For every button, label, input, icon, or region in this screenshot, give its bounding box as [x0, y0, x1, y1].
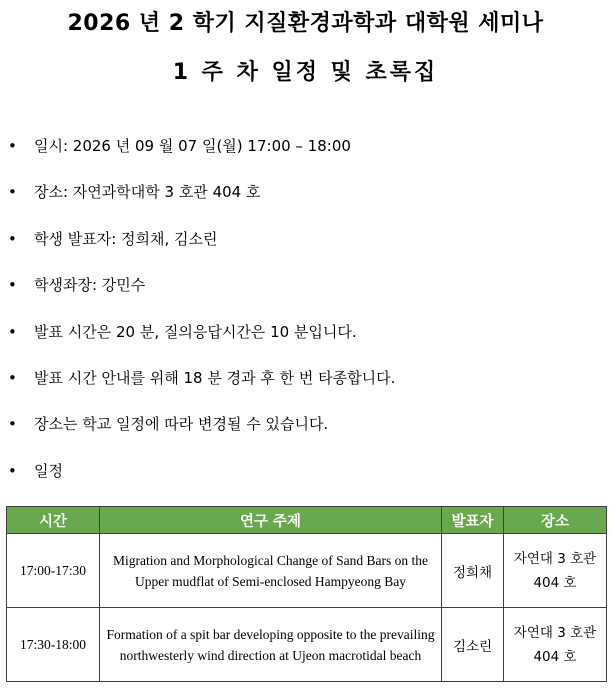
bullet-text: 발표 시간은 20 분, 질의응답시간은 10 분입니다.: [34, 322, 357, 341]
schedule-table: [6, 506, 607, 682]
column-header-place: 장소: [504, 507, 607, 534]
table-row: [7, 608, 607, 682]
bullet-icon: •: [8, 229, 17, 248]
column-header-presenter: 발표자: [442, 507, 504, 534]
info-bullet-list: [0, 135, 611, 506]
bullet-item-location: [0, 181, 611, 227]
place-building: 자연대 3 호관: [513, 550, 597, 567]
cell-topic: Formation of a spit bar developing opposite to the prevailing northwesterly wind direction at Ujeon macrotidal beach: [100, 608, 442, 682]
document-subtitle: 1 주 차 일정 및 초록집: [172, 60, 439, 85]
bullet-item-chair: [0, 274, 611, 320]
bullet-icon: •: [8, 415, 17, 434]
bullet-icon: •: [8, 276, 17, 295]
bullet-item-bell: [0, 367, 611, 413]
cell-presenter: 정희채: [442, 534, 504, 608]
bullet-icon: •: [8, 183, 17, 202]
bullet-text: 장소는 학교 일정에 따라 변경될 수 있습니다.: [34, 415, 329, 434]
bullet-text: 발표 시간 안내를 위해 18 분 경과 후 한 번 타종합니다.: [34, 368, 396, 387]
bullet-item-notice: [0, 413, 611, 459]
bullet-icon: •: [8, 461, 17, 480]
bullet-item-duration: [0, 321, 611, 367]
bullet-item-presenters: [0, 228, 611, 274]
cell-place: [504, 534, 607, 608]
table-header-row: [7, 507, 607, 534]
column-header-topic: 연구 주제: [100, 507, 442, 534]
place-room: 404 호: [533, 648, 577, 665]
cell-presenter: 김소린: [442, 608, 504, 682]
column-header-time: 시간: [7, 507, 100, 534]
bullet-text: 장소: 자연과학대학 3 호관 404 호: [34, 183, 261, 202]
cell-place: [504, 608, 607, 682]
bullet-icon: •: [8, 137, 17, 155]
bullet-icon: •: [8, 322, 17, 341]
place-building: 자연대 3 호관: [513, 624, 597, 641]
place-room: 404 호: [533, 574, 577, 591]
cell-time: 17:00-17:30: [7, 534, 100, 608]
bullet-text: 학생좌장: 강민수: [34, 276, 146, 295]
bullet-text: 일정: [34, 461, 63, 480]
bullet-item-datetime: [0, 135, 611, 181]
cell-topic: Migration and Morphological Change of Sand Bars on the Upper mudflat of Semi-enclosed Hampyeong Bay: [100, 534, 442, 608]
bullet-text: 학생 발표자: 정희채, 김소린: [34, 229, 218, 248]
cell-time: 17:30-18:00: [7, 608, 100, 682]
bullet-item-schedule: [0, 460, 611, 506]
bullet-text: 일시: 2026 년 09 월 07 일(월) 17:00 – 18:00: [34, 137, 351, 155]
document-title: 2026 년 2 학기 지질환경과학과 대학원 세미나: [67, 11, 544, 36]
table-row: [7, 534, 607, 608]
bullet-icon: •: [8, 368, 17, 387]
